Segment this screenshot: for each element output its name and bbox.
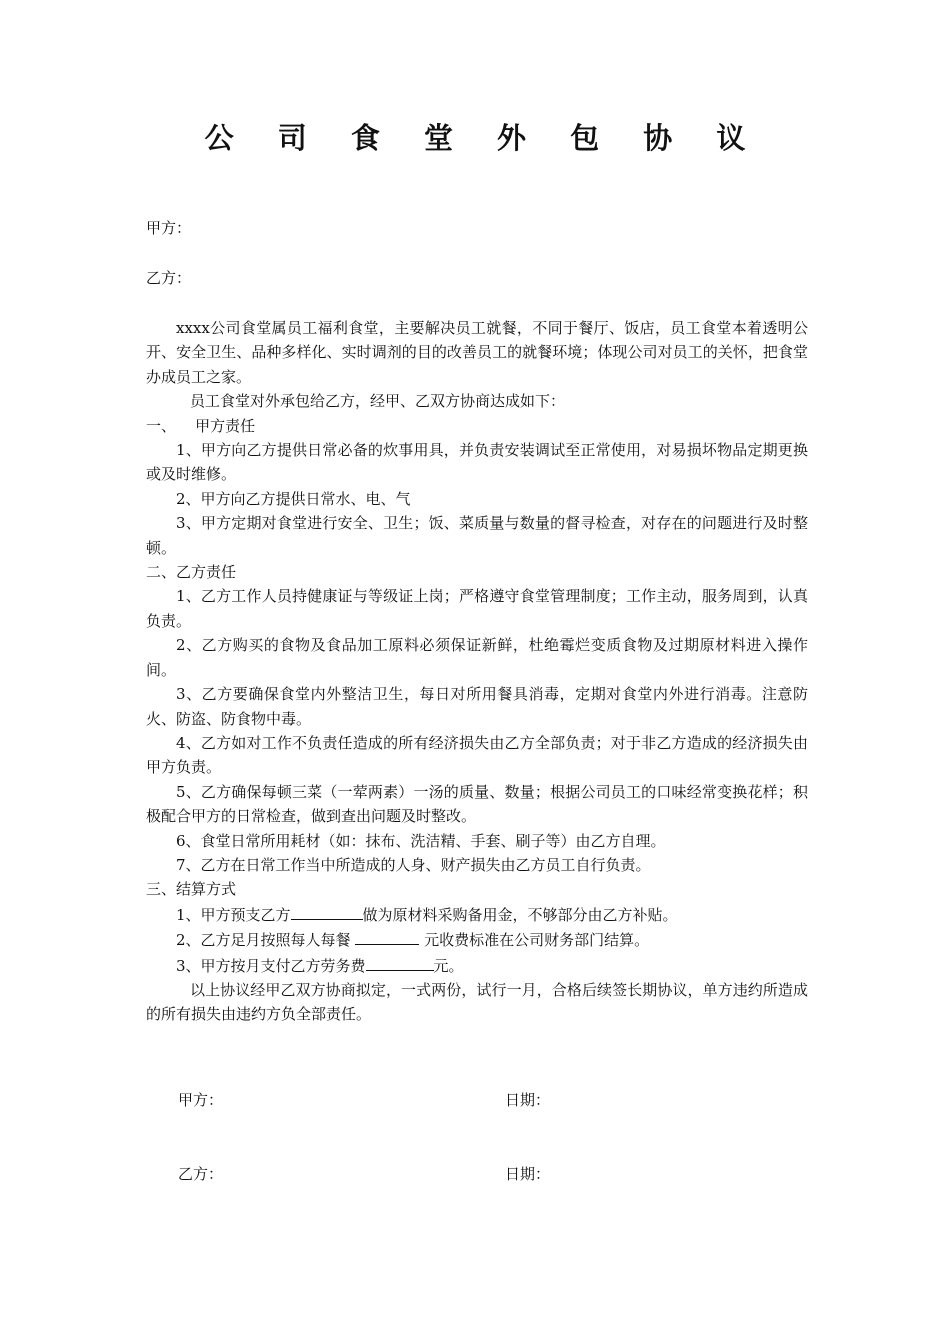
clause-text: 2、乙方足月按照每人每餐 (176, 931, 356, 950)
clause: 7、乙方在日常工作当中所造成的人身、财产损失由乙方员工自行负责。 (176, 855, 651, 874)
clause-text: 做为原材料采购备用金，不够部分由乙方补贴。 (362, 905, 678, 924)
clause-text: 元。 (433, 956, 464, 975)
signature-date-b: 日期： (505, 1165, 551, 1183)
clause-service-fee (146, 953, 808, 978)
clause: 2、乙方购买的食物及食品加工原料必须保证新鲜，杜绝霉烂变质食物及过期原材料进入操作间。 (146, 636, 808, 679)
clause: 3、乙方要确保食堂内外整洁卫生，每日对所用餐具消毒，定期对食堂内外进行消毒。注意防火、防盗、防食物中毒。 (146, 685, 808, 728)
signature-party-b: 乙方： (178, 1165, 224, 1183)
clause: 5、乙方确保每顿三菜（一荤两素）一汤的质量、数量；根据公司员工的口味经常变换花样；积极配合甲方的日常检查，做到查出问题及时整改。 (146, 782, 808, 826)
party-b-label: 乙方： (146, 269, 192, 287)
clause-text: 3、甲方按月支付乙方劳务费 (176, 956, 366, 975)
clause: 4、乙方如对工作不负责任造成的所有经济损失由乙方全部负责；对于非乙方造成的经济损失由甲方负责。 (146, 733, 808, 777)
document-title: 公 司 食 堂 外 包 协 议 (204, 121, 763, 155)
clause-meal-fee (146, 927, 808, 952)
signature-date-a: 日期： (505, 1091, 551, 1109)
signature-party-a: 甲方： (178, 1091, 224, 1109)
intro-paragraph: xxxx公司食堂属员工福利食堂，主要解决员工就餐，不同于餐厅、饭店，员工食堂本着透明公开、安全卫生、品种多样化、实时调剂的目的改善员工的就餐环境；体现公司对员工的关怀，把食堂办成员工之家。 (146, 319, 808, 386)
agreement-body (146, 316, 808, 1027)
clause: 6、食堂日常所用耗材（如：抹布、洗洁精、手套、刷子等）由乙方自理。 (176, 831, 666, 850)
meal-fee-blank[interactable] (355, 927, 419, 945)
section-heading-party-a: 一、 甲方责任 (146, 416, 256, 435)
clause-text: 元收费标准在公司财务部门结算。 (419, 931, 650, 950)
clause: 3、甲方定期对食堂进行安全、卫生；饭、菜质量与数量的督寻检查，对存在的问题进行及时整顿。 (146, 514, 808, 557)
clause: 1、甲方向乙方提供日常必备的炊事用具，并负责安装调试至正常使用，对易损坏物品定期更换或及时维修。 (146, 441, 808, 484)
advance-amount-blank[interactable] (291, 902, 363, 920)
section-heading-party-b: 二、乙方责任 (146, 563, 237, 582)
party-a-label: 甲方： (146, 219, 192, 237)
intro-paragraph: 员工食堂对外承包给乙方，经甲、乙双方协商达成如下： (190, 392, 566, 411)
clause: 2、甲方向乙方提供日常水、电、气 (176, 489, 411, 508)
clause-text: 1、甲方预支乙方 (176, 905, 291, 924)
clause-advance-payment (146, 902, 808, 927)
clause: 1、乙方工作人员持健康证与等级证上岗；严格遵守食堂管理制度；工作主动，服务周到，认真负责。 (146, 587, 808, 630)
closing-paragraph: 以上协议经甲乙双方协商拟定，一式两份，试行一月，合格后续签长期协议，单方违约所造成的所有损失由违约方负全部责任。 (146, 980, 808, 1024)
service-fee-blank[interactable] (366, 953, 434, 971)
section-heading-settlement: 三、结算方式 (146, 880, 237, 899)
